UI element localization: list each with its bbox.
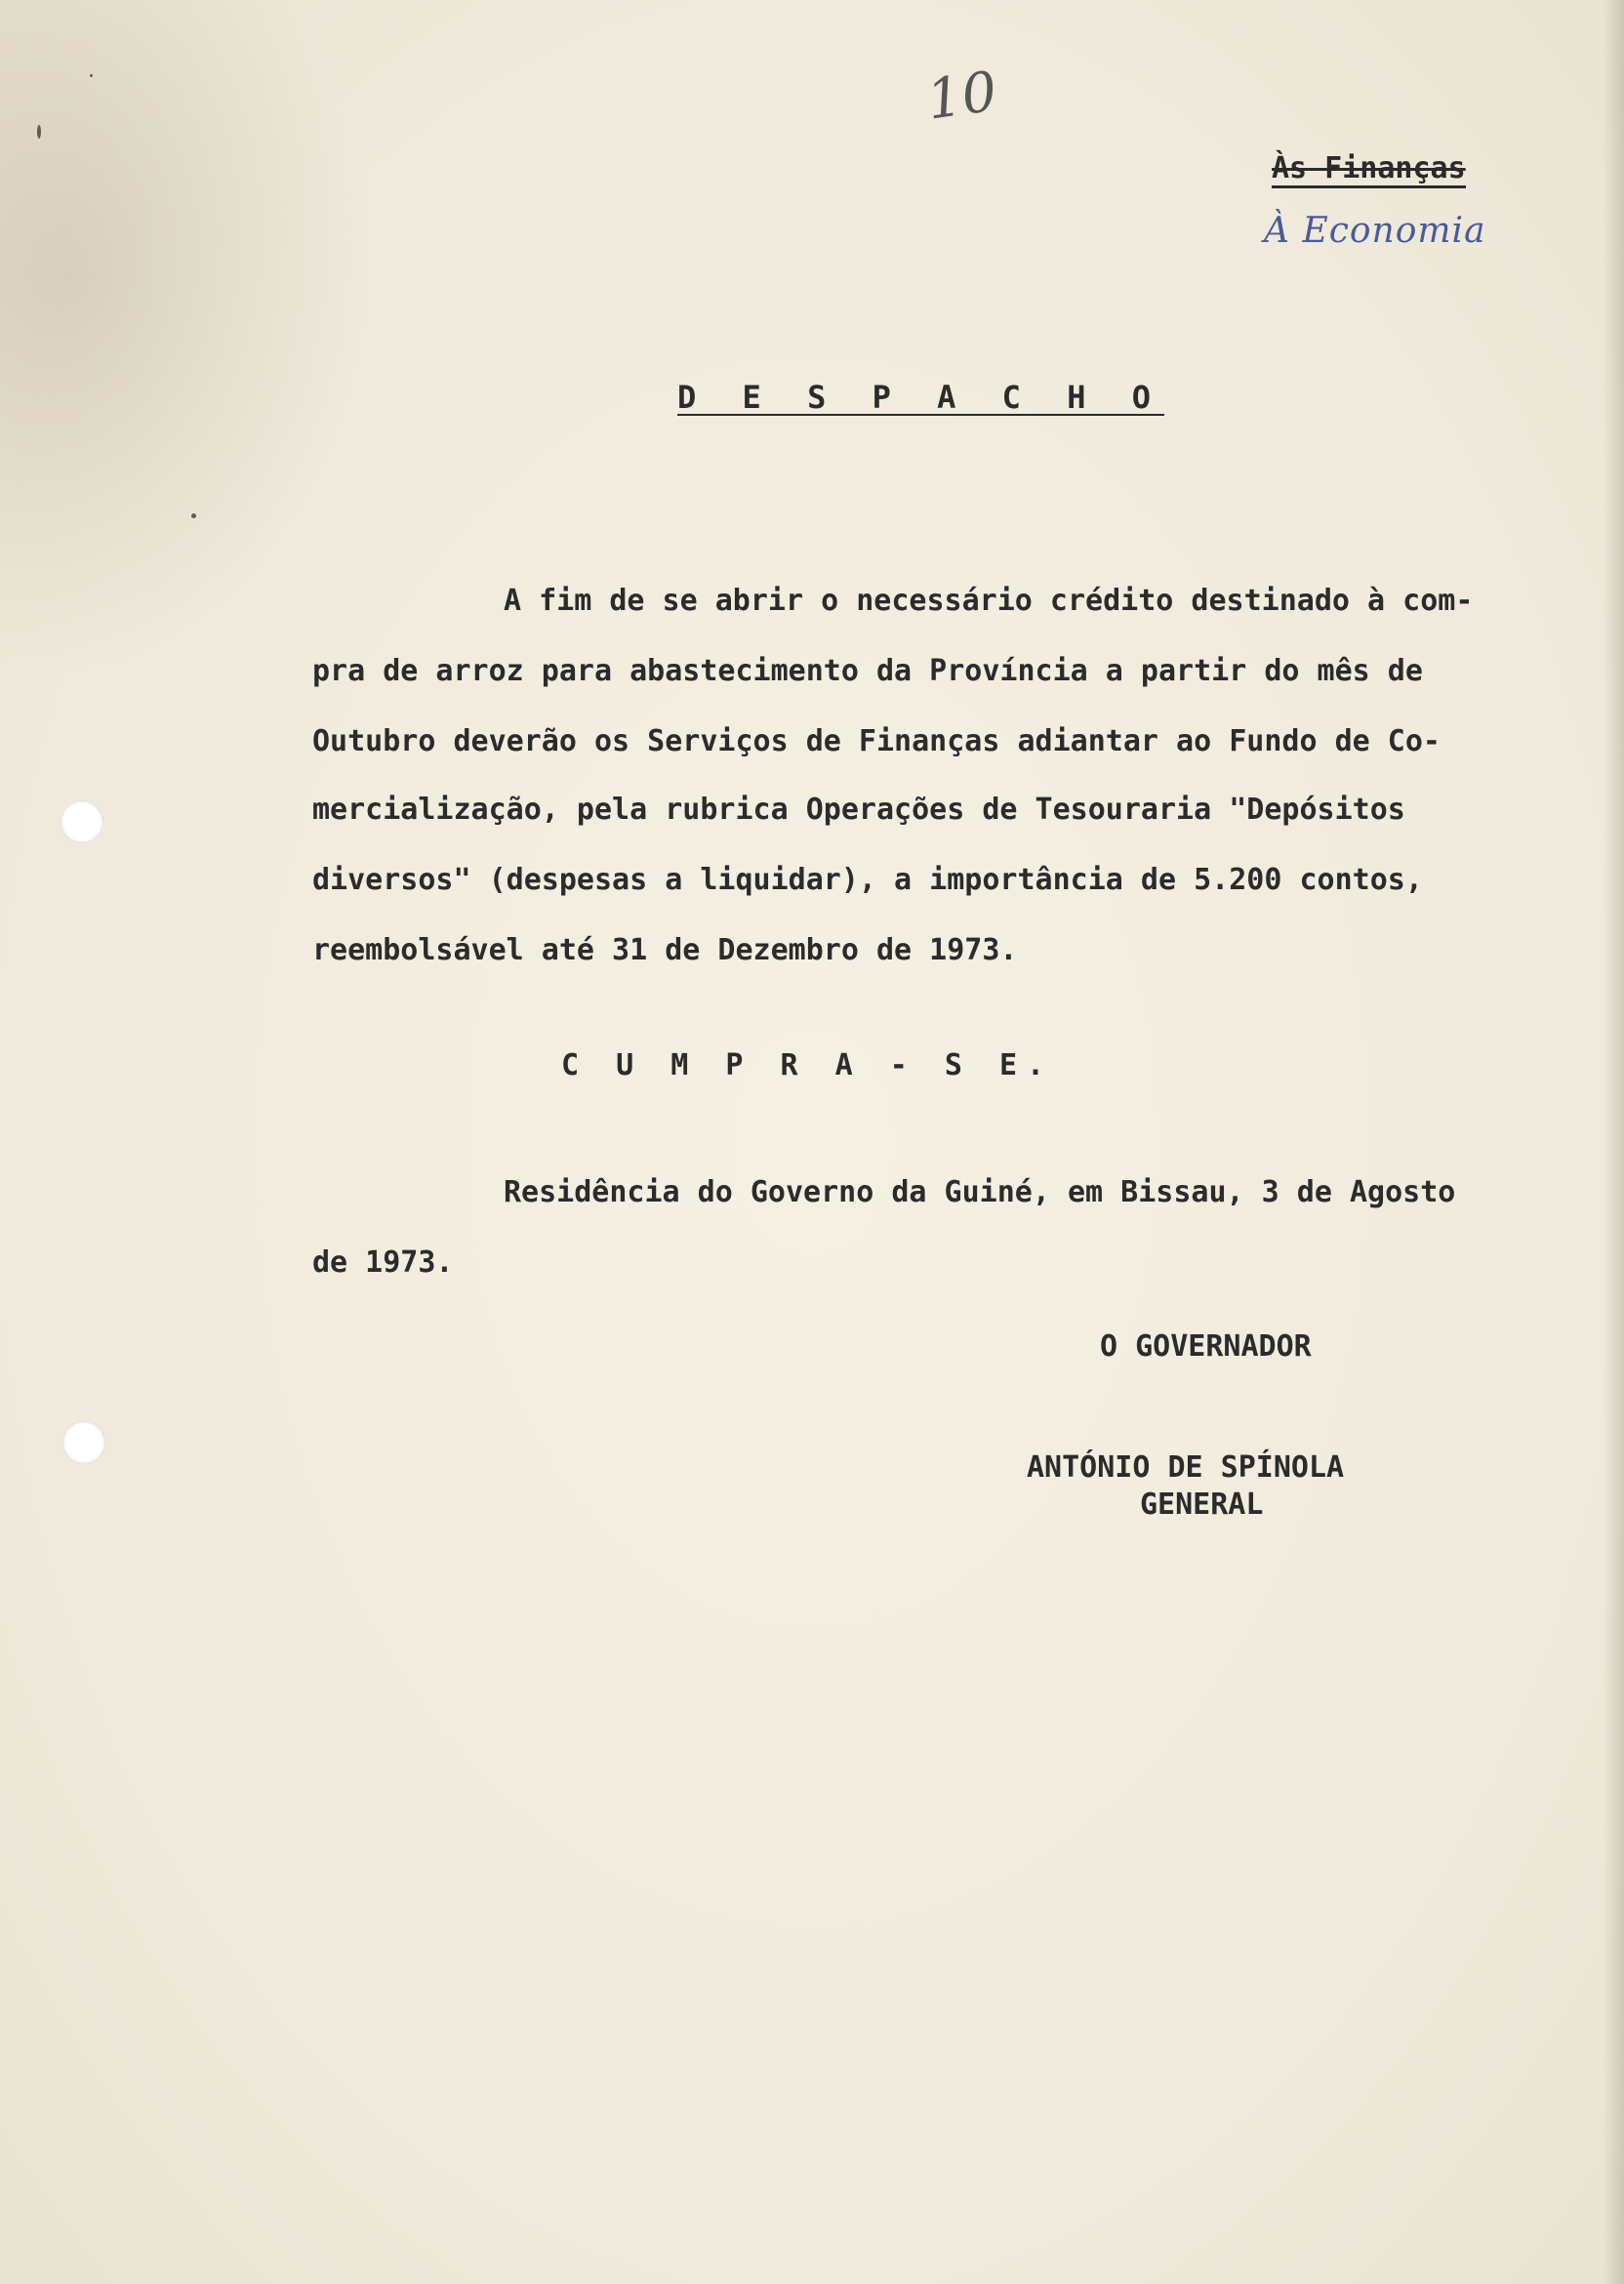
paper-speck [37, 125, 41, 139]
body-line-1: A fim de se abrir o necessário crédito destinado à com- [504, 584, 1474, 618]
page-edge-shadow [1603, 0, 1624, 2284]
document-title: D E S P A C H O [677, 379, 1164, 416]
body-line-6: reembolsável até 31 de Dezembro de 1973. [312, 933, 1018, 967]
body-line-4: mercialização, pela rubrica Operações de Tesouraria "Depósitos [312, 793, 1405, 827]
body-line-3: Outubro deverão os Serviços de Finanças adiantar ao Fundo de Co- [312, 724, 1441, 758]
paper-speck [90, 74, 93, 77]
signatory-name: ANTÓNIO DE SPÍNOLA [1027, 1450, 1345, 1485]
body-line-5: diversos" (despesas a liquidar), a importância de 5.200 contos, [312, 863, 1423, 897]
place-date-line-1: Residência do Governo da Guiné, em Bissau, 3 de Agosto [504, 1175, 1456, 1209]
order-cumpra-se: C U M P R A - S E. [561, 1048, 1055, 1082]
body-line-2: pra de arroz para abastecimento da Província a partir do mês de [312, 654, 1423, 688]
routing-typed-struck: Às Finanças [1272, 152, 1466, 188]
routing-handwritten-note: À Economia [1264, 211, 1486, 251]
signatory-rank: GENERAL [1140, 1488, 1264, 1522]
place-date-line-2: de 1973. [312, 1245, 454, 1280]
paper-speck [191, 513, 196, 518]
punch-hole-bottom [62, 1421, 105, 1464]
handwritten-page-number: 10 [922, 60, 1001, 133]
punch-hole-top [61, 800, 103, 843]
signatory-title: O GOVERNADOR [1100, 1329, 1312, 1364]
